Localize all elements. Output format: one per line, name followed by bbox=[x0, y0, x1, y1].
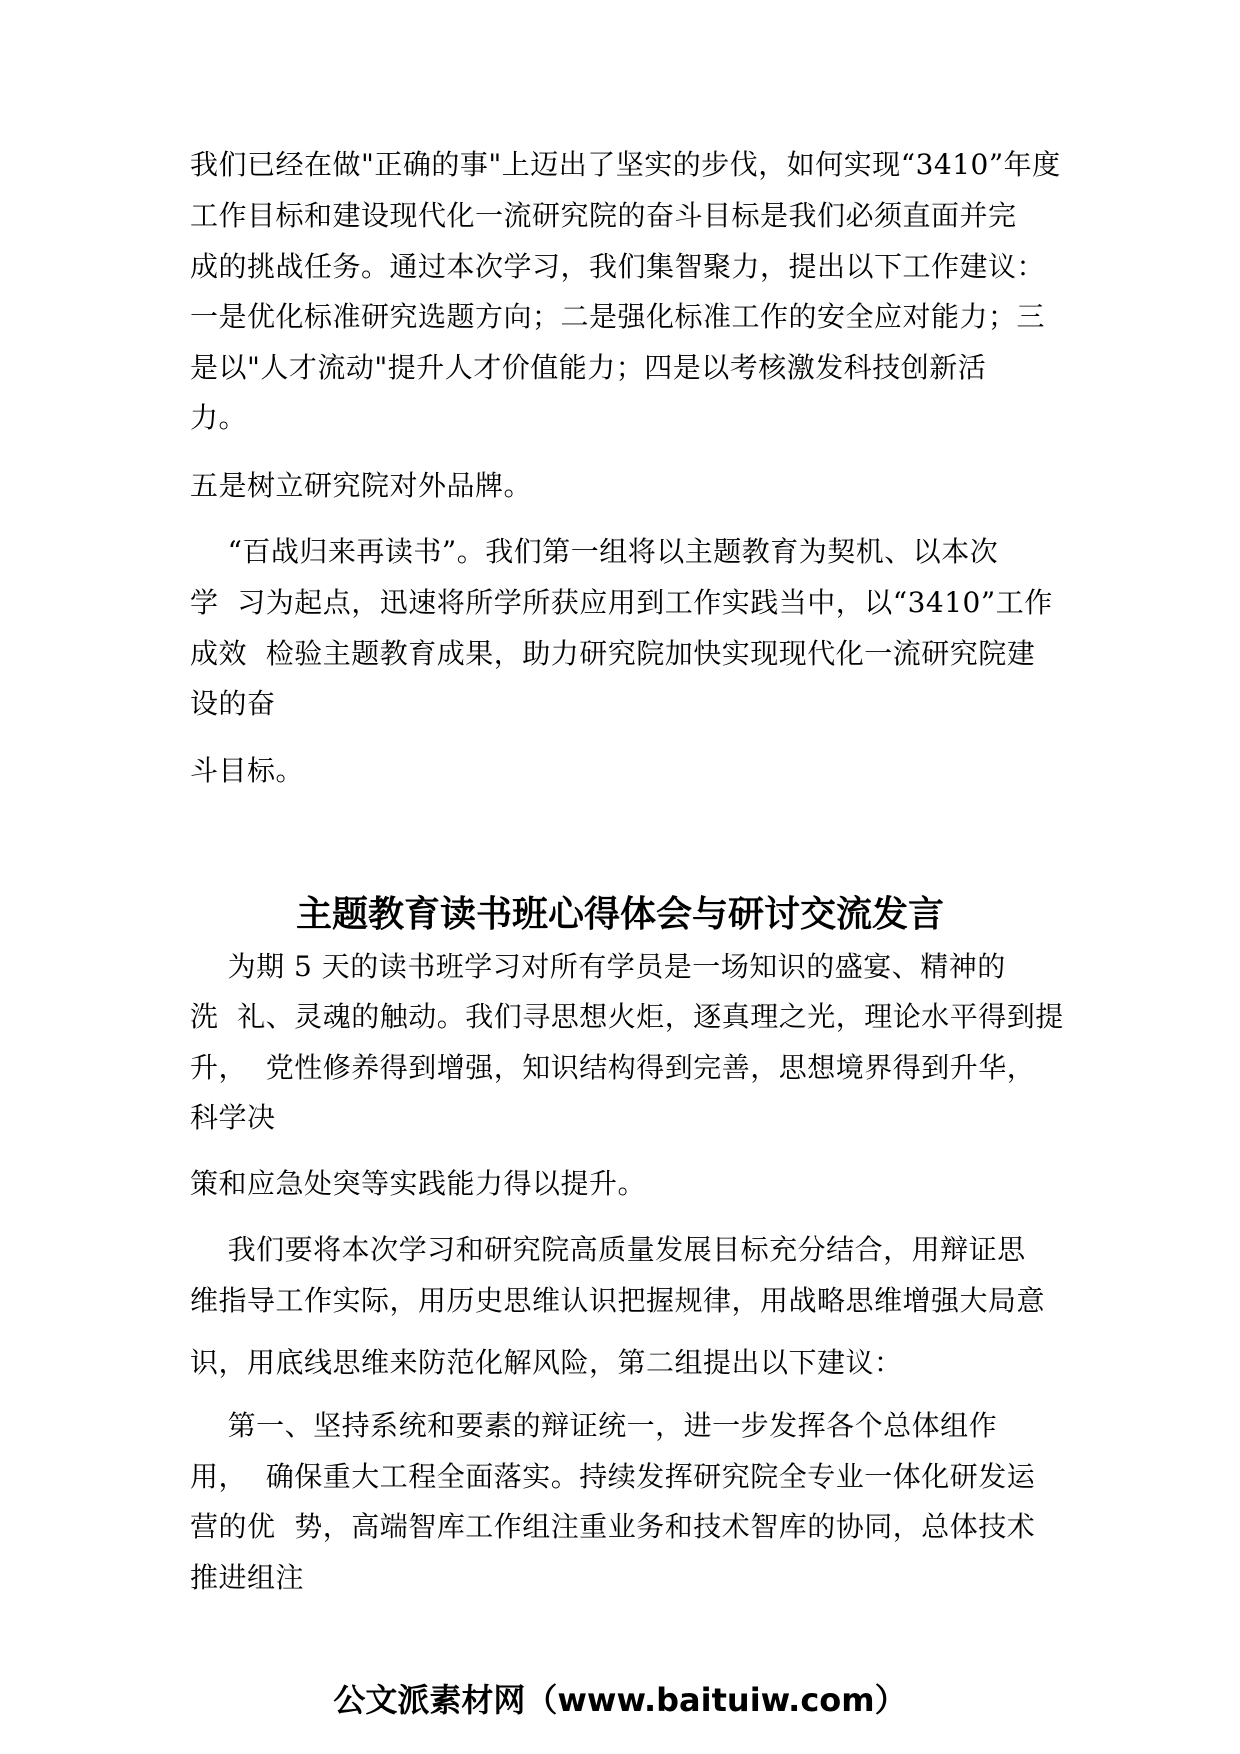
text-line: 设的奋 bbox=[190, 687, 276, 720]
text-line: 为期 5 天的读书班学习对所有学员是一场知识的盛宴、精神的 bbox=[190, 950, 1006, 983]
text-line: 识，用底线思维来防范化解风险，第二组提出以下建议： bbox=[190, 1346, 903, 1379]
section-title: 主题教育读书班心得体会与研讨交流发言 bbox=[295, 894, 944, 935]
text-line: 第一、坚持系统和要素的辩证统一，进一步发挥各个总体组作 bbox=[190, 1409, 998, 1442]
text-line: “百战归来再读书”。我们第一组将以主题教育为契机、以本次 bbox=[190, 535, 999, 568]
page-footer: 公文派素材网（www.baituiw.com） bbox=[333, 1681, 907, 1719]
text-line: 学 习为起点，迅速将所学所获应用到工作实践当中，以“3410”工作 bbox=[190, 586, 1053, 619]
text-line: 工作目标和建设现代化一流研究院的奋斗目标是我们必须直面并完 bbox=[190, 199, 1017, 232]
text-line: 营的优 势，高端智库工作组注重业务和技术智库的协同，总体技术 bbox=[190, 1510, 1036, 1543]
text-line: 成的挑战任务。通过本次学习，我们集智聚力，提出以下工作建议： bbox=[190, 250, 1046, 283]
text-line: 科学决 bbox=[190, 1101, 276, 1134]
text-line: 升， 党性修养得到增强，知识结构得到完善，思想境界得到升华， bbox=[190, 1051, 1036, 1084]
text-line: 力。 bbox=[190, 401, 248, 434]
text-line: 策和应急处突等实践能力得以提升。 bbox=[190, 1167, 647, 1200]
text-line: 用， 确保重大工程全面落实。持续发挥研究院全专业一体化研发运 bbox=[190, 1460, 1036, 1493]
text-line: 斗目标。 bbox=[190, 754, 305, 787]
text-line: 是以"人才流动"提升人才价值能力；四是以考核激发科技创新活 bbox=[190, 351, 987, 384]
text-line: 成效 检验主题教育成果，助力研究院加快实现现代化一流研究院建 bbox=[190, 637, 1036, 670]
text-line: 五是树立研究院对外品牌。 bbox=[190, 469, 533, 502]
text-line: 维指导工作实际，用历史思维认识把握规律，用战略思维增强大局意 bbox=[190, 1284, 1046, 1317]
text-line: 我们要将本次学习和研究院高质量发展目标充分结合，用辩证思 bbox=[190, 1233, 1026, 1266]
text-line: 洗 礼、灵魂的触动。我们寻思想火炬，逐真理之光，理论水平得到提 bbox=[190, 1000, 1064, 1033]
text-line: 推进组注 bbox=[190, 1561, 305, 1594]
text-line: 一是优化标准研究选题方向；二是强化标准工作的安全应对能力；三 bbox=[190, 300, 1046, 333]
text-line: 我们已经在做"正确的事"上迈出了坚实的步伐，如何实现“3410”年度 bbox=[190, 148, 1061, 181]
